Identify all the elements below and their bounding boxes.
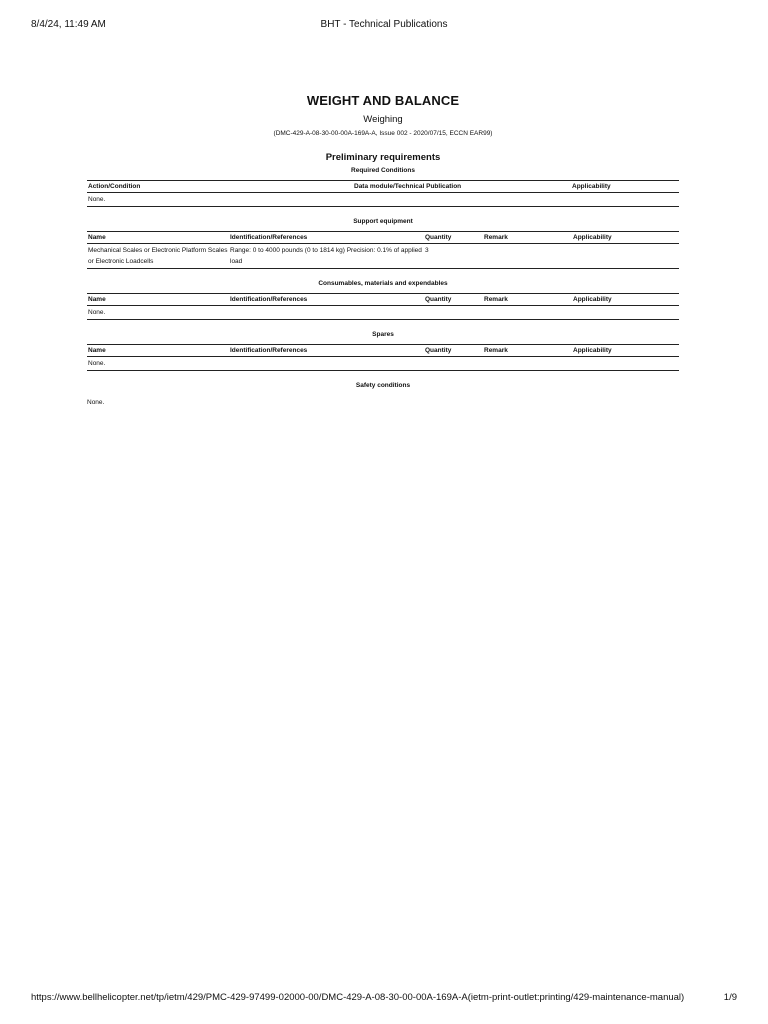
column-header-quantity: Quantity — [424, 294, 483, 306]
required-conditions-table — [87, 180, 679, 207]
column-header-action-condition: Action/Condition — [87, 181, 353, 193]
required-conditions-title: Required Conditions — [351, 167, 415, 174]
column-header-remark: Remark — [483, 345, 572, 357]
column-header-identification: Identification/References — [229, 345, 424, 357]
equipment-identification-cell: Range: 0 to 4000 pounds (0 to 1814 kg) Precision: 0.1% of applied load — [229, 244, 424, 269]
column-header-applicability: Applicability — [572, 294, 679, 306]
table-row — [87, 244, 679, 269]
document-subtitle: Weighing — [363, 114, 403, 125]
column-header-identification: Identification/References — [229, 232, 424, 244]
consumables-table — [87, 293, 679, 320]
safety-conditions-title: Safety conditions — [355, 382, 411, 389]
spares-title: Spares — [372, 331, 394, 338]
table-row — [87, 193, 679, 207]
table-header-row — [87, 294, 679, 306]
column-header-remark: Remark — [483, 294, 572, 306]
print-date: 8/4/24, 11:49 AM — [31, 19, 106, 30]
column-header-quantity: Quantity — [424, 345, 483, 357]
table-header-row — [87, 345, 679, 357]
equipment-quantity-cell: 3 — [424, 244, 483, 269]
table-header-row — [87, 181, 679, 193]
column-header-data-module: Data module/Technical Publication — [353, 181, 571, 193]
none-cell: None. — [87, 306, 679, 320]
safety-conditions-text: None. — [87, 399, 105, 406]
none-cell: None. — [87, 357, 679, 371]
table-row — [87, 306, 679, 320]
document-title: WEIGHT AND BALANCE — [306, 93, 460, 108]
print-title: BHT - Technical Publications — [320, 19, 448, 30]
support-equipment-title: Support equipment — [353, 218, 413, 225]
column-header-applicability: Applicability — [571, 181, 679, 193]
column-header-applicability: Applicability — [572, 345, 679, 357]
column-header-name: Name — [87, 294, 229, 306]
print-header — [0, 19, 768, 33]
page-number: 1/9 — [723, 992, 737, 1003]
preliminary-requirements-heading: Preliminary requirements — [325, 152, 441, 163]
support-equipment-table — [87, 231, 679, 269]
document-meta: (DMC-429-A-08-30-00-00A-169A-A, Issue 002 - 2020/07/15, ECCN EAR99) — [273, 130, 493, 137]
equipment-name-cell: Mechanical Scales or Electronic Platform Scales or Electronic Loadcells — [87, 244, 229, 269]
column-header-quantity: Quantity — [424, 232, 483, 244]
none-cell: None. — [87, 193, 679, 207]
consumables-title: Consumables, materials and expendables — [318, 280, 448, 287]
equipment-remark-cell — [483, 244, 572, 269]
document-body — [87, 92, 679, 406]
table-row — [87, 357, 679, 371]
column-header-applicability: Applicability — [572, 232, 679, 244]
page-url: https://www.bellhelicopter.net/tp/ietm/429/PMC-429-97499-02000-00/DMC-429-A-08-30-00-00A-169A-A(ietm-print-outlet:printing/429-maintenance-manual) — [31, 992, 685, 1003]
table-header-row — [87, 232, 679, 244]
spares-table — [87, 344, 679, 371]
column-header-name: Name — [87, 345, 229, 357]
column-header-name: Name — [87, 232, 229, 244]
column-header-identification: Identification/References — [229, 294, 424, 306]
equipment-applicability-cell — [572, 244, 679, 269]
print-footer — [0, 992, 768, 1006]
column-header-remark: Remark — [483, 232, 572, 244]
